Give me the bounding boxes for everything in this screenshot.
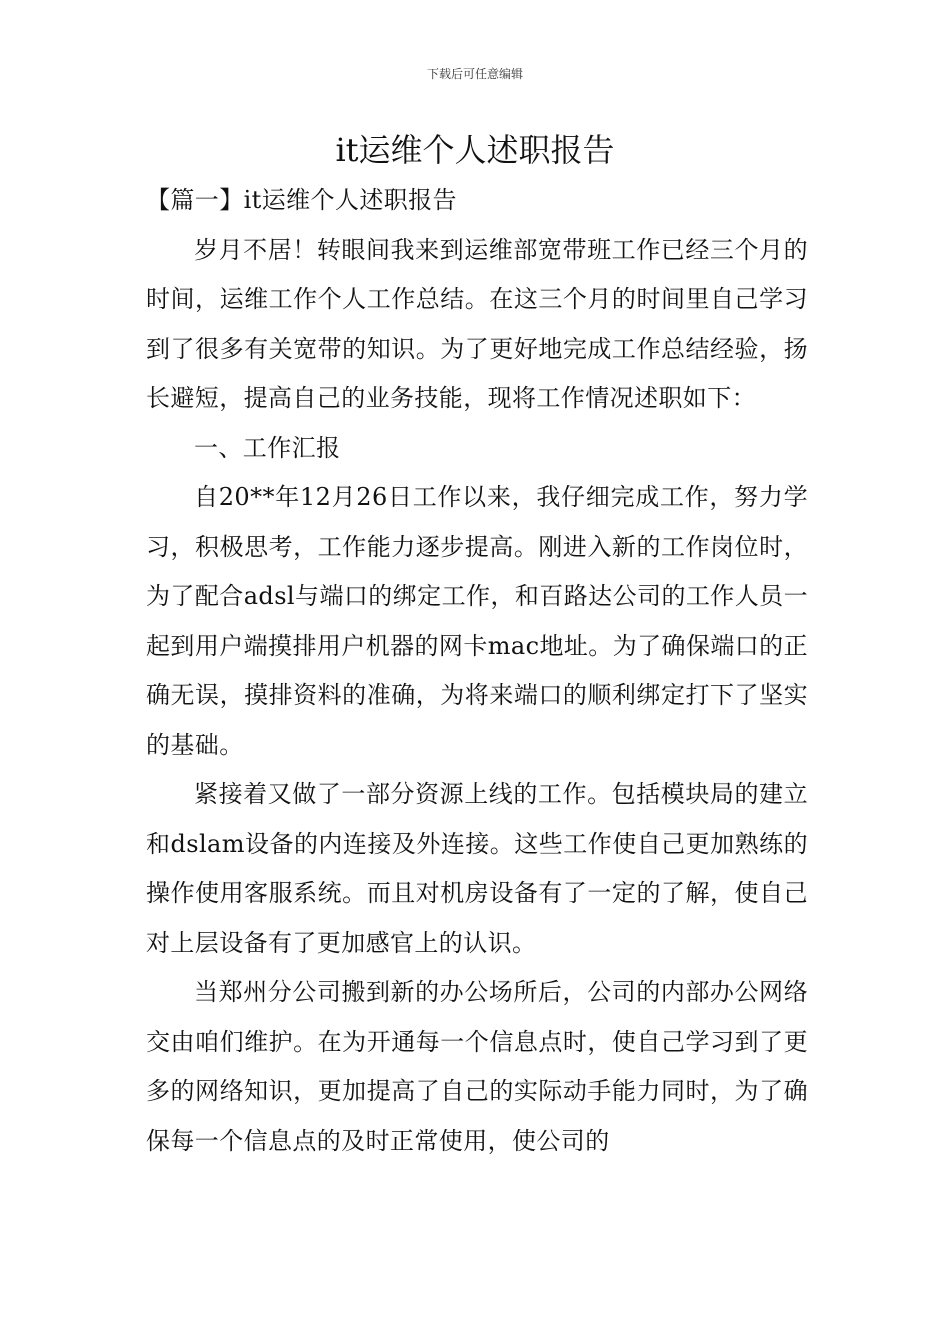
paragraph-intro: 岁月不居！转眼间我来到运维部宽带班工作已经三个月的时间，运维工作个人工作总结。在这三个月的时间里自己学习到了很多有关宽带的知识。为了更好地完成工作总结经验，扬长避短，提高自己的业务技能，现将工作情况述职如下： bbox=[146, 235, 808, 412]
paragraph-office-network: 当郑州分公司搬到新的办公场所后，公司的内部办公网络交由咱们维护。在为开通每一个信息点时，使自己学习到了更多的网络知识，更加提高了自己的实际动手能力同时，为了确保每一个信息点的及时正常使用，使公司的 bbox=[146, 978, 808, 1155]
subheading-work-report: 一、工作汇报 bbox=[194, 433, 341, 462]
header-note: 下载后可任意编辑 bbox=[426, 67, 523, 81]
document-body bbox=[146, 176, 808, 1166]
document-title: it运维个人述职报告 bbox=[335, 131, 615, 169]
paragraph-work-details: 自20**年12月26日工作以来，我仔细完成工作，努力学习，积极思考，工作能力逐步提高。刚进入新的工作岗位时，为了配合adsl与端口的绑定工作，和百路达公司的工作人员一起到用户端摸排用户机器的网卡mac地址。为了确保端口的正确无误，摸排资料的准确，为将来端口的顺利绑定打下了坚实的基础。 bbox=[146, 483, 808, 759]
paragraph-resource-online: 紧接着又做了一部分资源上线的工作。包括模块局的建立和dslam设备的内连接及外连接。这些工作使自己更加熟练的操作使用客服系统。而且对机房设备有了一定的了解，使自己对上层设备有了更加感官上的认识。 bbox=[146, 780, 808, 957]
section-heading: 【篇一】it运维个人述职报告 bbox=[146, 186, 457, 214]
